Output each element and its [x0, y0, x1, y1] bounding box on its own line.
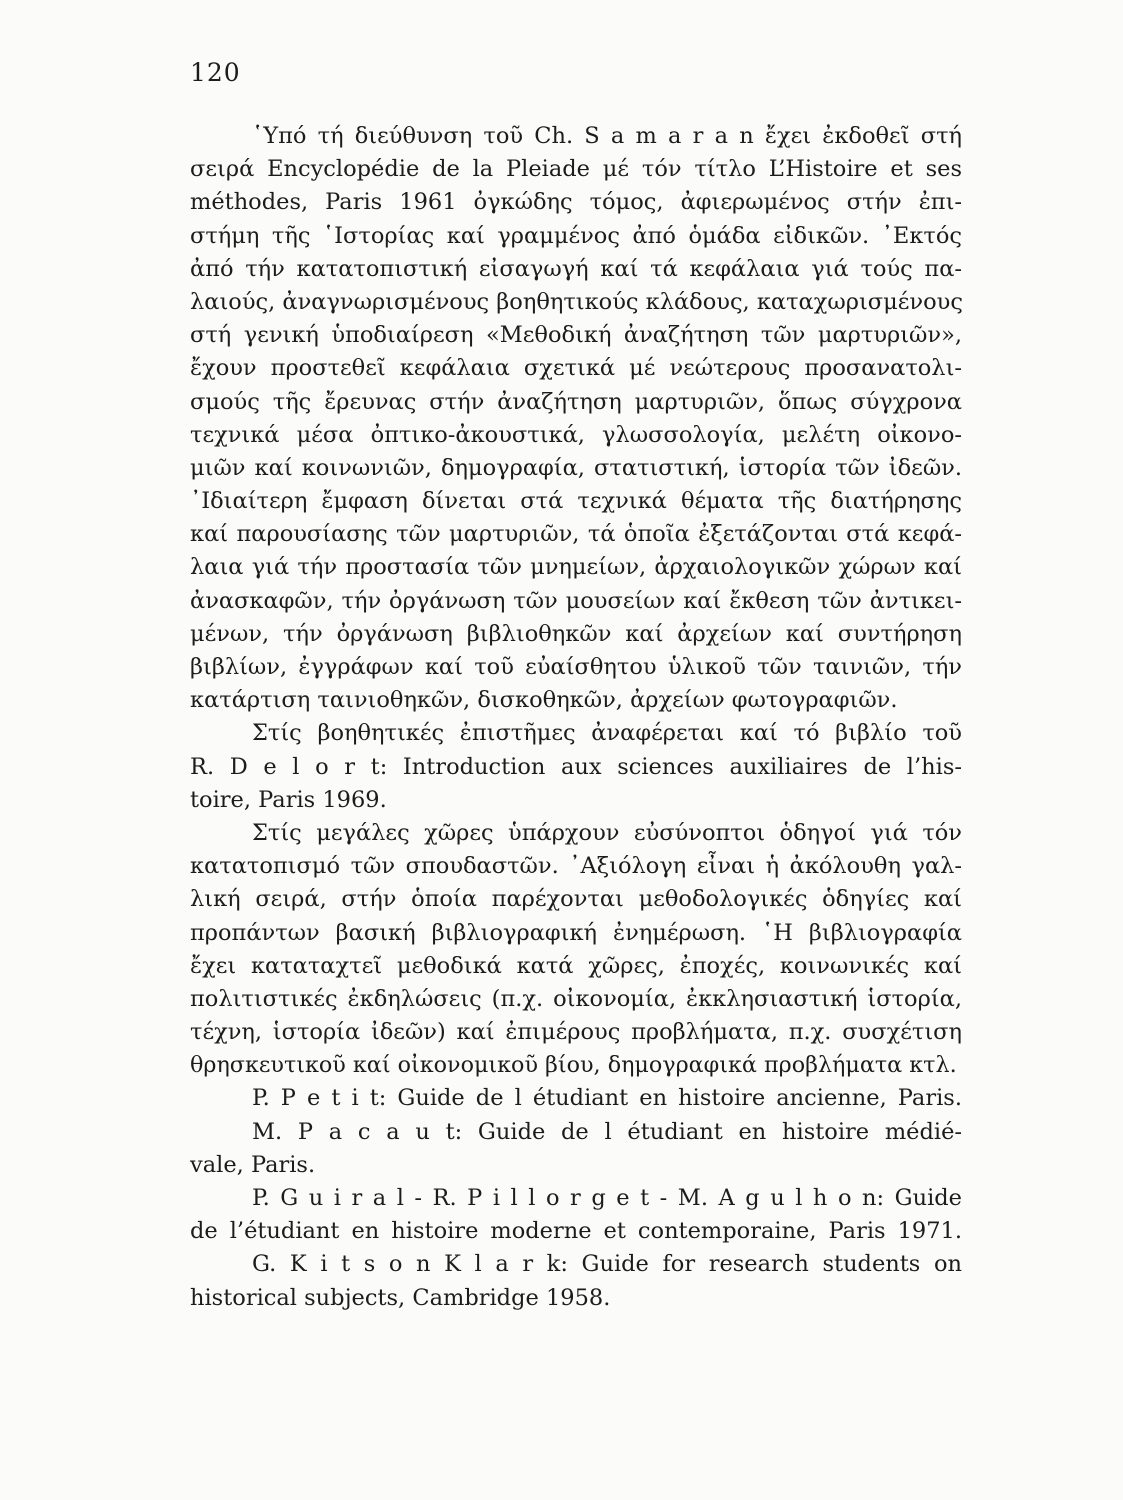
- text-line: καί παρουσίασης τῶν μαρτυριῶν, τά ὁποῖα ἐξετάζονται στά κεφά-: [190, 521, 962, 548]
- text-line: Στίς βοηθητικές ἐπιστῆμες ἀναφέρεται καί τό βιβλίο τοῦ: [252, 720, 962, 747]
- text-line: ἀνασκαφῶν, τήν ὀργάνωση τῶν μουσείων καί ἔκθεση τῶν ἀντικει-: [190, 587, 962, 614]
- text-line: βιβλίων, ἐγγράφων καί τοῦ εὐαίσθητου ὑλικοῦ τῶν ταινιῶν, τήν: [190, 654, 962, 680]
- text-line: toire, Paris 1969.: [190, 786, 387, 813]
- text-line: λαιούς, ἀναγνωρισμένους βοηθητικούς κλάδους, καταχωρισμένους: [190, 288, 963, 315]
- text-line: Στίς μεγάλες χῶρες ὑπάρχουν εὐσύνοπτοι ὁδηγοί γιά τόν: [252, 819, 962, 846]
- text-line: μιῶν καί κοινωνιῶν, δημογραφία, στατιστική, ἱστορία τῶν ἰδεῶν.: [190, 454, 962, 481]
- text-line: στή γενική ὑποδιαίρεση «Μεθοδική ἀναζήτηση τῶν μαρτυριῶν»,: [190, 322, 962, 349]
- page-number: 120: [190, 58, 241, 87]
- text-line: τέχνη, ἱστορία ἰδεῶν) καί ἐπιμέρους προβλήματα, π.χ. συσχέτιση: [190, 1019, 962, 1046]
- text-line: ῾Υπό τή διεύθυνση τοῦ Ch. S a m a r a n ἔχει ἐκδοθεῖ στή: [252, 123, 962, 149]
- text-line: méthodes, Paris 1961 ὀγκώδης τόμος, ἀφιερωμένος στήν ἐπι-: [190, 189, 962, 216]
- text-line: τεχνικά μέσα ὀπτικο-ἀκουστικά, γλωσσολογία, μελέτη οἰκονο-: [190, 421, 962, 448]
- text-line: κατατοπισμό τῶν σπουδαστῶν. ᾿Αξιόλογη εἶναι ἡ ἀκόλουθη γαλ-: [190, 853, 962, 880]
- text-line: ἔχει καταταχτεῖ μεθοδικά κατά χῶρες, ἐποχές, κοινωνικές καί: [190, 952, 962, 979]
- text-line: σμούς τῆς ἔρευνας στήν ἀναζήτηση μαρτυριῶν, ὅπως σύγχρονα: [190, 388, 962, 415]
- text-line: πολιτιστικές ἐκδηλώσεις (π.χ. οἰκονομία, ἐκκλησιαστική ἱστορία,: [190, 985, 962, 1012]
- text-line: λαια γιά τήν προστασία τῶν μνημείων, ἀρχαιολογικῶν χώρων καί: [190, 554, 962, 581]
- text-line: σειρά Encyclopédie de la Pleiade μέ τόν τίτλο L’Histoire et ses: [190, 156, 962, 183]
- text-line: στήμη τῆς ῾Ιστορίας καί γραμμένος ἀπό ὁμάδα εἰδικῶν. ᾿Εκτός: [190, 222, 962, 249]
- text-line: historical subjects, Cambridge 1958.: [190, 1284, 611, 1311]
- text-line: vale, Paris.: [190, 1151, 316, 1178]
- text-line: ἔχουν προστεθεῖ κεφάλαια σχετικά μέ νεώτερους προσανατολι-: [190, 355, 962, 382]
- text-line: G. K i t s o n K l a r k: Guide for research students on: [252, 1251, 962, 1278]
- text-line: προπάντων βασική βιβλιογραφική ἐνημέρωση. ῾Η βιβλιογραφία: [190, 919, 962, 946]
- text-line: κατάρτιση ταινιοθηκῶν, δισκοθηκῶν, ἀρχείων φωτογραφιῶν.: [190, 687, 898, 714]
- text-line: ἀπό τήν κατατοπιστική εἰσαγωγή καί τά κεφάλαια γιά τούς πα-: [190, 255, 962, 282]
- text-line: de l’étudiant en histoire moderne et contemporaine, Paris 1971.: [190, 1218, 962, 1245]
- text-line: P. G u i r a l - R. P i l l o r g e t - M. A g u l h o n: Guide: [252, 1185, 962, 1211]
- text-line: M. P a c a u t: Guide de l étudiant en histoire médié-: [252, 1118, 962, 1145]
- text-line: θρησκευτικοῦ καί οἰκονομικοῦ βίου, δημογραφικά προβλήματα κτλ.: [190, 1052, 957, 1079]
- body-text: [190, 120, 962, 1315]
- text-line: P. P e t i t: Guide de l étudiant en histoire ancienne, Paris.: [252, 1085, 962, 1112]
- text-line: ᾿Ιδιαίτερη ἔμφαση δίνεται στά τεχνικά θέματα τῆς διατήρησης: [190, 488, 962, 515]
- text-line: R. D e l o r t: Introduction aux sciences auxiliaires de l’his-: [190, 753, 962, 780]
- text-line: λική σειρά, στήν ὁποία παρέχονται μεθοδολογικές ὁδηγίες καί: [190, 886, 962, 913]
- text-line: μένων, τήν ὀργάνωση βιβλιοθηκῶν καί ἀρχείων καί συντήρηση: [190, 620, 962, 647]
